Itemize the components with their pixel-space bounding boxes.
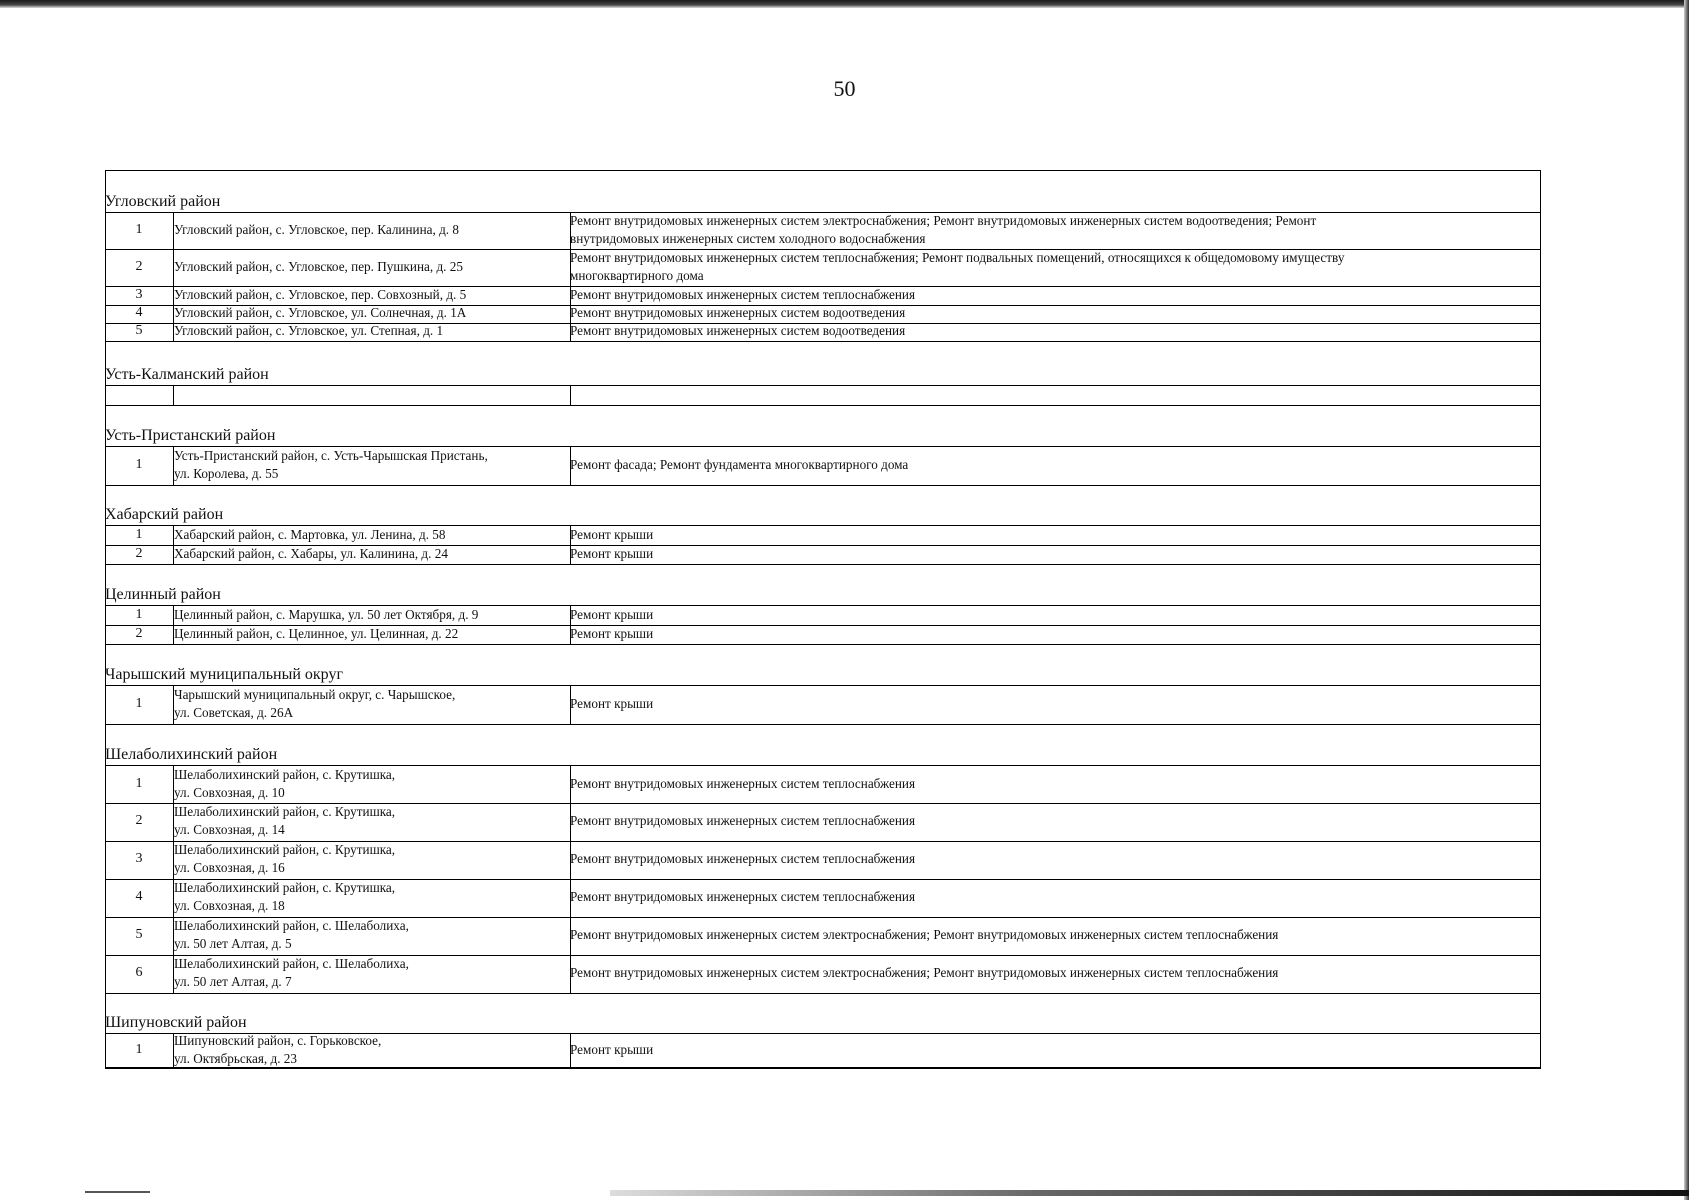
row-number: 1 (135, 222, 143, 237)
work-type-cell: Ремонт крыши (570, 696, 654, 711)
address-cell: Угловский район, с. Угловское, пер. Калинина, д. 8 (174, 222, 459, 237)
scan-mark (85, 1191, 150, 1193)
work-type-cell: Ремонт внутридомовых инженерных систем теплоснабжения (570, 286, 916, 302)
address-cell: ул. Советская, д. 26А (174, 705, 294, 720)
row-number: 4 (135, 305, 143, 320)
scan-edge-top (0, 0, 1689, 8)
address-cell: ул. Королева, д. 55 (174, 466, 279, 481)
row-number: 5 (135, 927, 143, 942)
address-cell: ул. Совхозная, д. 14 (174, 822, 285, 837)
address-cell: Шелаболихинский район, с. Шелаболиха, (174, 956, 409, 971)
row-number: 4 (135, 889, 143, 904)
row-rule (105, 724, 1541, 725)
work-type-cell: Ремонт крыши (570, 625, 654, 641)
row-number: 2 (135, 545, 143, 561)
district-heading: Шипуновский район (105, 1014, 247, 1031)
row-rule (105, 485, 1541, 486)
work-type-cell: многоквартирного дома (570, 267, 704, 283)
row-number: 3 (135, 851, 143, 866)
address-cell: Хабарский район, с. Мартовка, ул. Ленина, д. 58 (174, 526, 446, 542)
work-type-cell: Ремонт внутридомовых инженерных систем электроснабжения; Ремонт внутридомовых инженерных систем теплоснабжения (570, 965, 1279, 980)
work-type-cell: Ремонт внутридомовых инженерных систем водоотведения (570, 305, 906, 320)
column-rule (570, 386, 571, 405)
district-heading: Угловский район (105, 193, 221, 210)
work-type-cell: Ремонт внутридомовых инженерных систем теплоснабжения (570, 851, 916, 866)
district-heading: Хабарский район (105, 506, 224, 523)
address-cell: Хабарский район, с. Хабары, ул. Калинина, д. 24 (174, 545, 448, 561)
address-cell: ул. Совхозная, д. 18 (174, 898, 285, 913)
row-rule (105, 385, 1541, 386)
work-type-cell: Ремонт крыши (570, 1042, 654, 1057)
row-rule (105, 564, 1541, 565)
address-cell: Угловский район, с. Угловское, пер. Пушкина, д. 25 (174, 258, 463, 274)
row-number: 1 (135, 457, 143, 472)
work-type-cell: внутридомовых инженерных систем холодного водоснабжения (570, 231, 926, 246)
work-type-cell: Ремонт внутридомовых инженерных систем теплоснабжения; Ремонт подвальных помещений, относящихся к общедомовому имуществу (570, 249, 1345, 265)
address-cell: Угловский район, с. Угловское, ул. Солнечная, д. 1А (174, 305, 467, 320)
work-type-cell: Ремонт внутридомовых инженерных систем электроснабжения; Ремонт внутридомовых инженерных систем теплоснабжения (570, 927, 1279, 942)
district-heading: Чарышский муниципальный округ (105, 666, 344, 683)
work-type-cell: Ремонт внутридомовых инженерных систем водоотведения (570, 323, 906, 338)
work-type-cell: Ремонт фасада; Ремонт фундамента многоквартирного дома (570, 457, 909, 472)
row-rule (105, 341, 1541, 342)
work-type-cell: Ремонт внутридомовых инженерных систем теплоснабжения (570, 889, 916, 904)
row-rule (105, 644, 1541, 645)
address-cell: ул. Совхозная, д. 16 (174, 860, 285, 875)
work-type-cell: Ремонт крыши (570, 526, 654, 542)
address-cell: ул. 50 лет Алтая, д. 7 (174, 974, 292, 989)
row-number: 1 (135, 1042, 143, 1057)
work-type-cell: Ремонт крыши (570, 606, 654, 622)
address-cell: Целинный район, с. Марушка, ул. 50 лет Октября, д. 9 (174, 606, 479, 622)
address-cell: Усть-Пристанский район, с. Усть-Чарышская Пристань, (174, 448, 488, 463)
address-cell: ул. Совхозная, д. 10 (174, 784, 285, 800)
work-type-cell: Ремонт внутридомовых инженерных систем теплоснабжения (570, 813, 916, 828)
district-heading: Усть-Калманский район (105, 366, 269, 383)
scan-edge-bottom (610, 1190, 1689, 1196)
row-number: 1 (135, 526, 143, 542)
row-number: 1 (135, 606, 143, 622)
address-cell: Угловский район, с. Угловское, пер. Совхозный, д. 5 (174, 286, 467, 302)
district-heading: Целинный район (105, 586, 221, 603)
page-number: 50 (833, 76, 856, 101)
address-cell: Целинный район, с. Целинное, ул. Целинная, д. 22 (174, 625, 459, 641)
work-type-cell: Ремонт крыши (570, 545, 654, 561)
address-cell: ул. 50 лет Алтая, д. 5 (174, 936, 292, 951)
district-heading: Шелаболихинский район (105, 746, 278, 763)
address-cell: Угловский район, с. Угловское, ул. Степная, д. 1 (174, 323, 444, 338)
address-cell: ул. Октябрьская, д. 23 (174, 1051, 297, 1066)
address-cell: Шелаболихинский район, с. Крутишка, (174, 804, 396, 819)
address-cell: Чарышский муниципальный округ, с. Чарышское, (174, 687, 456, 702)
address-cell: Шелаболихинский район, с. Крутишка, (174, 842, 396, 857)
scan-edge-right (1684, 0, 1689, 1200)
address-cell: Шелаболихинский район, с. Крутишка, (174, 880, 396, 895)
row-number: 2 (135, 625, 143, 641)
address-cell: Шелаболихинский район, с. Крутишка, (174, 766, 396, 782)
row-number: 5 (135, 323, 143, 338)
row-rule (105, 993, 1541, 994)
row-number: 3 (135, 286, 143, 302)
work-type-cell: Ремонт внутридомовых инженерных систем электроснабжения; Ремонт внутридомовых инженерных систем водоотведения; Ремонт (570, 213, 1317, 228)
row-rule (105, 405, 1541, 406)
address-cell: Шелаболихинский район, с. Шелаболиха, (174, 918, 409, 933)
row-rule (105, 1068, 1541, 1069)
work-type-cell: Ремонт внутридомовых инженерных систем теплоснабжения (570, 775, 916, 791)
address-cell: Шипуновский район, с. Горьковское, (174, 1033, 382, 1048)
row-number: 2 (135, 813, 143, 828)
row-number: 2 (135, 258, 143, 274)
district-heading: Усть-Пристанский район (105, 427, 276, 444)
row-number: 1 (135, 775, 143, 791)
row-number: 1 (135, 696, 143, 711)
row-number: 6 (135, 965, 143, 980)
column-rule (173, 386, 174, 405)
